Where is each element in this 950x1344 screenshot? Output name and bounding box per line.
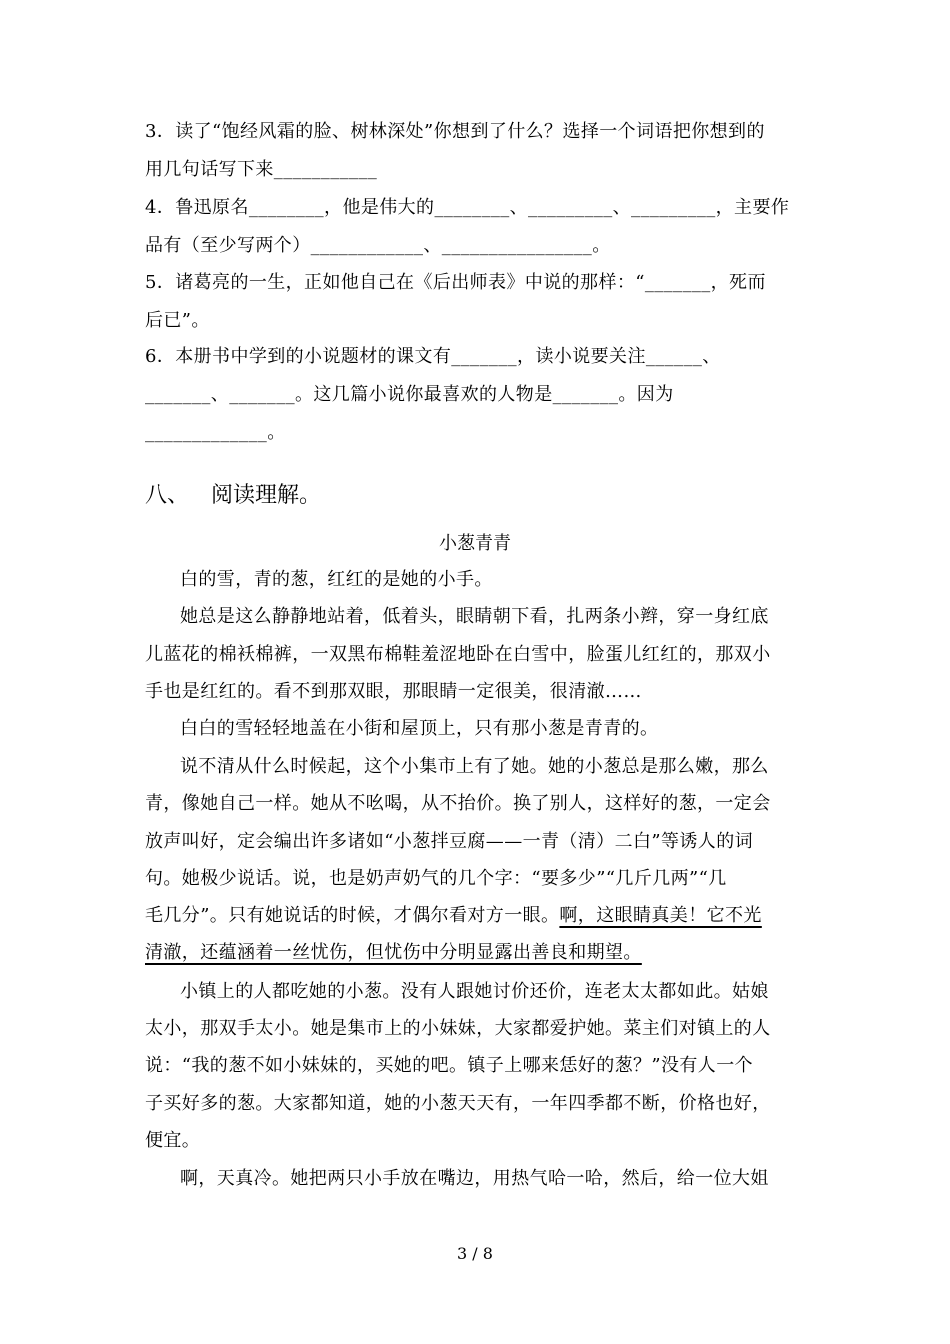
page-number: 3 / 8 xyxy=(457,1244,493,1263)
story-paragraph-4-line-4: 句。她极少说话。说，也是奶声奶气的几个字：“要多少”“几斤几两”“几 xyxy=(145,868,727,889)
underlined-sentence-part-1: 啊，这眼睛真美！它不光 xyxy=(559,905,762,926)
story-paragraph-5-line-1: 小镇上的人都吃她的小葱。没有人跟她讨价还价，连老太太都如此。姑娘 xyxy=(180,981,769,1002)
story-paragraph-4-line-5-plain: 毛几分”。只有她说话的时候，才偶尔看对方一眼。 xyxy=(145,905,560,926)
story-title: 小葱青青 xyxy=(439,533,511,554)
question-3-line-1: 3．读了“饱经风霜的脸、树林深处”你想到了什么？选择一个词语把你想到的 xyxy=(145,121,765,142)
underlined-sentence-part-2: 清澈，还蕴涵着一丝忧伤，但忧伤中分明显露出善良和期望。 xyxy=(145,942,642,963)
story-paragraph-4-line-3: 放声叫好，定会编出许多诸如“小葱拌豆腐——一青（清）二白”等诱人的词 xyxy=(145,831,754,852)
question-5-line-2: 后已”。 xyxy=(145,310,210,331)
story-paragraph-4-line-2: 青，像她自己一样。她从不吆喝，从不抬价。换了别人，这样好的葱，一定会 xyxy=(145,793,771,814)
section-number: 八、 xyxy=(145,483,190,508)
question-6-line-3: _____________。 xyxy=(145,422,286,443)
story-paragraph-2-line-3: 手也是红红的。看不到那双眼，那眼睛一定很美，很清澈…… xyxy=(145,681,642,702)
question-6-line-1: 6．本册书中学到的小说题材的课文有_______，读小说要关注______、 xyxy=(145,346,721,367)
story-paragraph-5-line-5: 便宜。 xyxy=(145,1130,201,1151)
section-title: 阅读理解。 xyxy=(211,483,322,508)
story-paragraph-1-line-1: 白的雪，青的葱，红红的是她的小手。 xyxy=(180,569,493,590)
story-paragraph-3-line-1: 白白的雪轻轻地盖在小街和屋顶上，只有那小葱是青青的。 xyxy=(180,718,659,739)
story-paragraph-2-line-2: 儿蓝花的棉袄棉裤，一双黑布棉鞋羞涩地卧在白雪中，脸蛋儿红红的，那双小 xyxy=(145,644,771,665)
question-4-line-2: 品有（至少写两个）____________、________________。 xyxy=(145,235,611,256)
story-paragraph-5-line-3: 说：“我的葱不如小妹妹的，买她的吧。镇子上哪来恁好的葱？”没有人一个 xyxy=(145,1055,754,1076)
story-paragraph-4-line-1: 说不清从什么时候起，这个小集市上有了她。她的小葱总是那么嫩，那么 xyxy=(180,756,769,777)
question-4-line-1: 4．鲁迅原名________，他是伟大的________、_________、_________，主要作 xyxy=(145,197,790,218)
story-paragraph-5-line-2: 太小，那双手太小。她是集市上的小妹妹，大家都爱护她。菜主们对镇上的人 xyxy=(145,1018,771,1039)
story-paragraph-5-line-4: 子买好多的葱。大家都知道，她的小葱天天有，一年四季都不断，价格也好， xyxy=(145,1093,771,1114)
story-paragraph-4-line-6 xyxy=(145,941,805,965)
section-heading xyxy=(145,481,321,511)
question-6-line-2: _______、_______。这几篇小说你最喜欢的人物是_______。因为 xyxy=(145,384,674,405)
question-3-line-2: 用几句话写下来___________ xyxy=(145,159,378,180)
story-paragraph-4-line-5 xyxy=(145,904,805,928)
story-paragraph-2-line-1: 她总是这么静静地站着，低着头，眼睛朝下看，扎两条小辫，穿一身红底 xyxy=(180,606,769,627)
question-5-line-1: 5．诸葛亮的一生，正如他自己在《后出师表》中说的那样：“_______，死而 xyxy=(145,272,766,293)
story-paragraph-6-line-1: 啊，天真冷。她把两只小手放在嘴边，用热气哈一哈，然后，给一位大姐 xyxy=(180,1168,769,1189)
